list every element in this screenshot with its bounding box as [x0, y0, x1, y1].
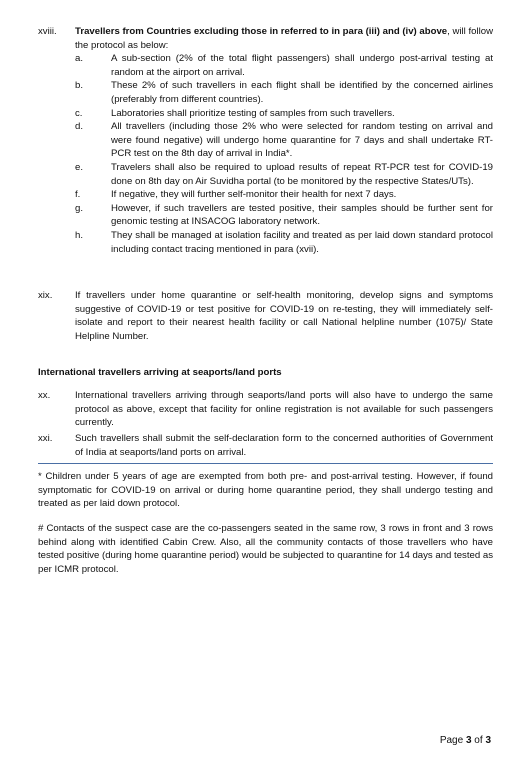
sub-text: A sub-section (2% of the total flight passengers) shall undergo post-arrival testing at random at the airport on arrival.	[111, 53, 493, 78]
sub-letter: b.	[75, 80, 84, 92]
item-title-tail: , will follow the protocol as below:	[75, 26, 493, 51]
item-xx	[38, 389, 493, 430]
sub-text: If negative, they will further self-monitor their health for next 7 days.	[111, 189, 397, 201]
item-text: International travellers arriving through seaports/land ports will also have to undergo the same protocol as above, except that facility for online registration is not available for such passengers currently.	[75, 390, 493, 429]
sub-item-h	[75, 229, 493, 256]
sub-item-a	[75, 52, 493, 79]
item-xxi	[38, 432, 493, 459]
item-content	[75, 25, 493, 256]
page-footer	[440, 734, 491, 748]
section-divider	[38, 463, 493, 464]
sub-letter: h.	[75, 229, 84, 241]
footnote-hash: # Contacts of the suspect case are the co-passengers seated in the same row, 3 rows in front and 3 rows behind along with identified Cabin Crew. Also, all the community contacts of those travellers who have tested positive (during home quarantine period) would be subjected to quarantine for 14 days and tested as per ICMR protocol.	[38, 523, 493, 575]
sub-item-f	[75, 188, 493, 202]
footer-current-page: 3	[465, 735, 472, 746]
footer-of: of	[471, 735, 486, 746]
sub-item-g	[75, 202, 493, 229]
sub-text: However, if such travellers are tested positive, their samples should be further sent for genomic testing at INSACOG laboratory network.	[111, 202, 493, 228]
item-xix	[38, 289, 493, 343]
sub-item-e	[75, 161, 493, 188]
sub-item-d	[75, 120, 493, 161]
footer-prefix: Page	[439, 735, 466, 746]
item-text: Such travellers shall submit the self-declaration form to the concerned authorities of Government of India at seaports/land ports on arrival.	[75, 433, 493, 458]
sub-letter: a.	[75, 53, 84, 65]
sub-letter: c.	[75, 107, 83, 119]
sub-list	[75, 52, 493, 256]
item-xviii	[38, 25, 493, 256]
section-heading: International travellers arriving at seaports/land ports	[38, 367, 282, 378]
sub-text: Laboratories shall prioritize testing of samples from such travellers.	[111, 107, 395, 119]
item-number: xviii.	[38, 26, 57, 37]
item-title: Travellers from Countries excluding those in referred to in para (iii) and (iv) above	[75, 26, 448, 37]
sub-letter: d.	[75, 121, 84, 133]
sub-letter: g.	[75, 202, 84, 214]
footnote-asterisk: * Children under 5 years of age are exempted from both pre- and post-arrival testing. However, if found symptomatic for COVID-19 on arrival or during home quarantine period, they shall undergo testing and treated as per laid down protocol.	[38, 471, 493, 510]
sub-item-c	[75, 107, 493, 121]
sub-text: These 2% of such travellers in each flight shall be identified by the concerned airlines (preferably from different countries).	[111, 80, 493, 105]
sub-letter: e.	[75, 161, 84, 173]
sub-item-b	[75, 79, 493, 106]
sub-letter: f.	[75, 189, 81, 201]
item-number: xxi.	[38, 433, 53, 444]
item-number: xx.	[38, 390, 51, 401]
sub-text: All travellers (including those 2% who were selected for random testing on arrival and were found negative) will undergo home quarantine for 7 days and shall undertake RT-PCR test on the 8th day of arrival in India*.	[111, 121, 493, 160]
sub-text: They shall be managed at isolation facility and treated as per laid down standard protocol including contact tracing mentioned in para (xvii).	[111, 229, 493, 255]
item-number: xix.	[38, 290, 53, 301]
footer-total-pages: 3	[485, 735, 491, 746]
sub-text: Travelers shall also be required to upload results of repeat RT-PCR test for COVID-19 done on 8th day on Air Suvidha portal (to be monitored by the respective States/UTs).	[111, 161, 493, 187]
item-text: If travellers under home quarantine or self-health monitoring, develop signs and symptoms suggestive of COVID-19 or test positive for COVID-19 on re-testing, they will immediately self-isolate and report to their nearest health facility or call National helpline number (1075)/ State Helpline Number.	[75, 290, 493, 342]
